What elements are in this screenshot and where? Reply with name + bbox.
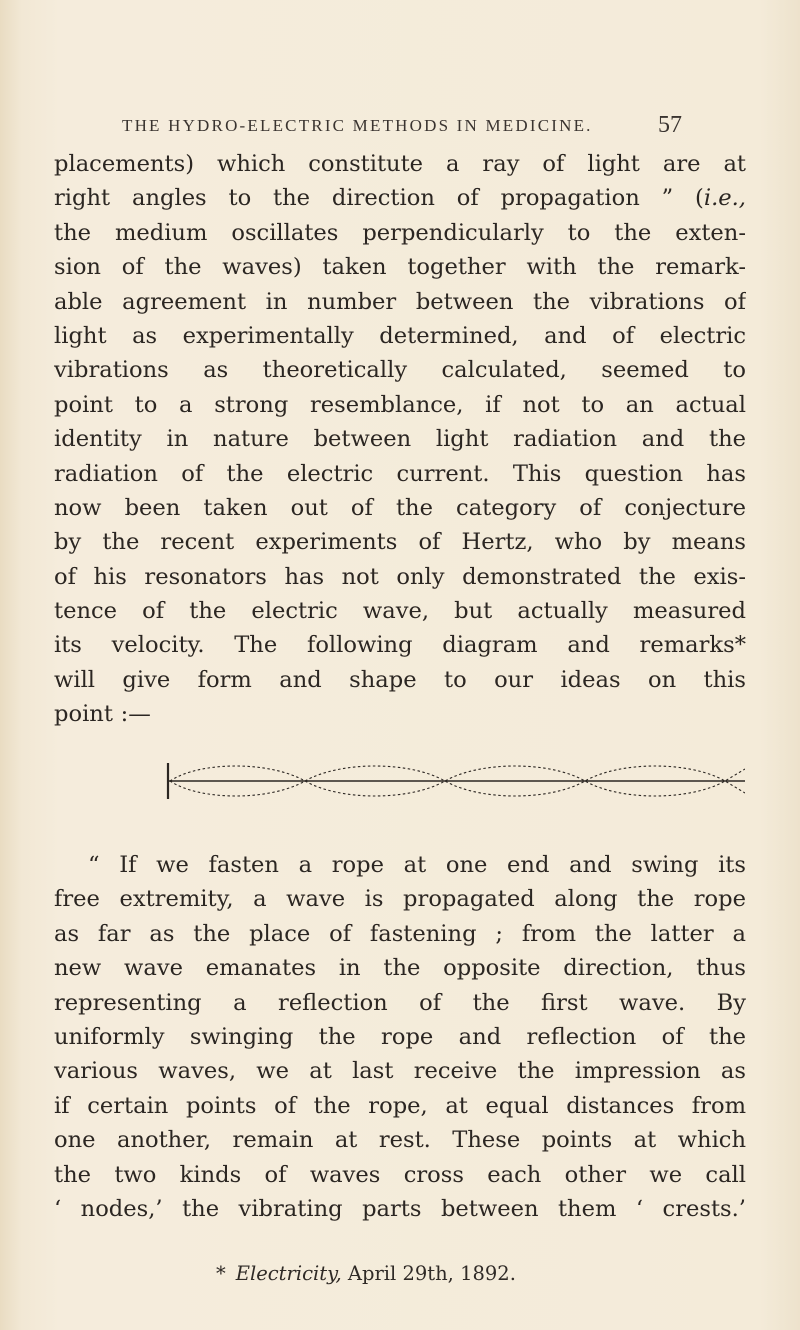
text-line: its velocity. The following diagram and remarks* [54,632,746,659]
text-line: various waves, we at last receive the impression as [54,1058,746,1085]
text-line: right angles to the direction of propagation ” (i.e., [54,185,746,212]
text-line: identity in nature between light radiation and the [54,426,746,453]
paragraph-2 [54,848,746,1226]
text-line: representing a reflection of the first wave. By [54,989,746,1016]
footnote-marker: * [216,1262,226,1285]
text-line: of his resonators has not only demonstrated the exis- [54,563,746,590]
text-line: sion of the waves) taken together with the remark- [54,254,746,281]
rope-wave-diagram [165,757,745,805]
text-line: by the recent experiments of Hertz, who by means [54,529,746,556]
text-line: ‘ nodes,’ the vibrating parts between them ‘ crests.’ [54,1195,746,1222]
text-line: free extremity, a wave is propagated along the rope [54,886,746,913]
paragraph-1 [54,147,746,732]
text-line: placements) which constitute a ray of light are at [54,151,746,177]
page-number: 57 [658,112,682,138]
text-line: if certain points of the rope, at equal distances from [54,1092,746,1119]
text-line: one another, remain at rest. These points at which [54,1127,746,1154]
text-line: point to a strong resemblance, if not to an actual [54,391,746,418]
text-line: now been taken out of the category of conjecture [54,494,746,521]
text-line: vibrations as theoretically calculated, seemed to [54,357,746,384]
footnote [216,1262,516,1285]
text-line: “ If we fasten a rope at one end and swing its [88,852,746,878]
text-line: new wave emanates in the opposite direction, thus [54,955,746,982]
text-line: tence of the electric wave, but actually measured [54,598,746,625]
text-line: uniformly swinging the rope and reflection of the [54,1023,746,1050]
text-line: as far as the place of fastening ; from the latter a [54,920,746,947]
footnote-source: Electricity, [235,1262,342,1285]
footnote-date: April 29th, 1892. [347,1262,516,1285]
text-line: point :— [54,701,151,728]
italic-abbreviation: i.e., [703,185,746,212]
text-line: the medium oscillates perpendicularly to the exten- [54,219,746,246]
text-line: able agreement in number between the vibrations of [54,288,746,315]
text-line: light as experimentally determined, and of electric [54,322,746,349]
text-line: radiation of the electric current. This question has [54,460,746,487]
running-head-title: THE HYDRO-ELECTRIC METHODS IN MEDICINE. [122,116,593,135]
text-line: the two kinds of waves cross each other we call [54,1161,746,1188]
running-head [122,112,682,142]
text-line: will give form and shape to our ideas on this [54,666,746,693]
